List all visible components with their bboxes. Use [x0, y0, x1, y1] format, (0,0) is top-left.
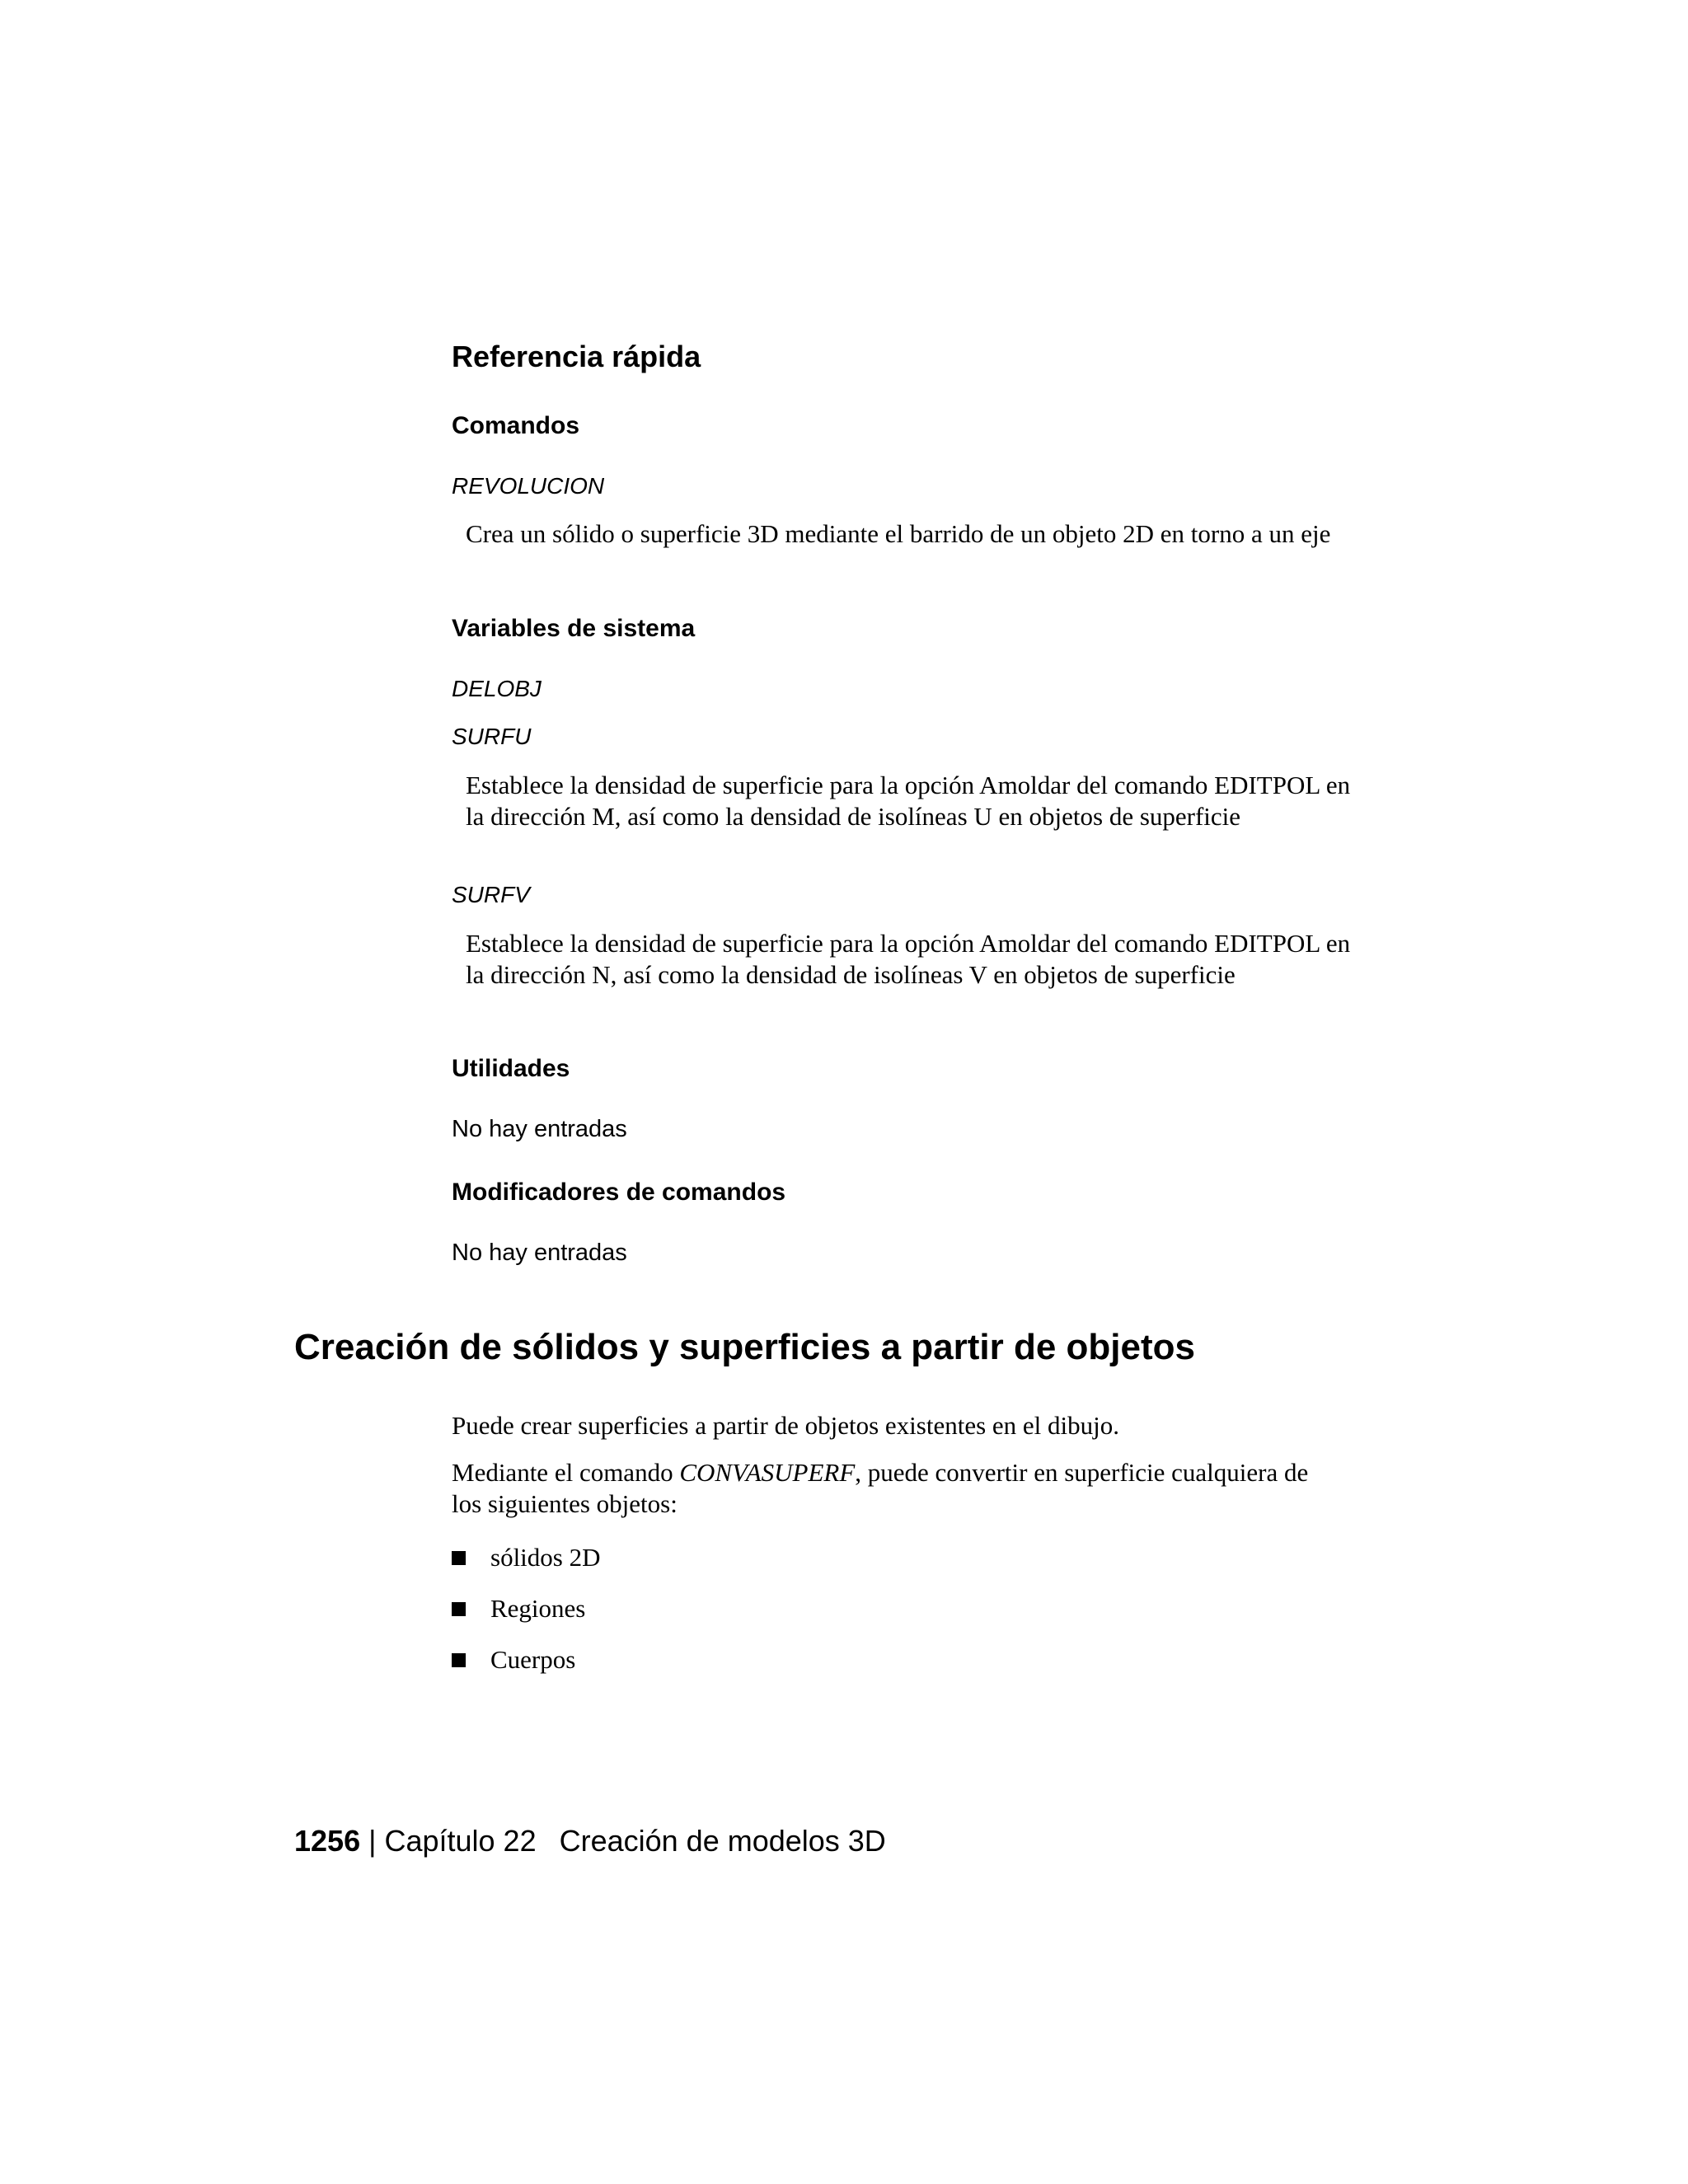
page-number: 1256 [294, 1824, 361, 1858]
command-desc-revolucion: Crea un sólido o superficie 3D mediante el barrido de un objeto 2D en torno a un eje [466, 519, 1331, 548]
section-paragraph-1: Puede crear superficies a partir de objetos existentes en el dibujo. [452, 1411, 1120, 1440]
para2-command: CONVASUPERF [679, 1458, 856, 1487]
footer-chapter: Capítulo 22 [384, 1824, 537, 1858]
modifiers-text: No hay entradas [452, 1240, 627, 1266]
bullet-square-icon [452, 1653, 466, 1667]
quick-ref-heading: Referencia rápida [452, 340, 701, 373]
sysvar-name-delobj: DELOBJ [452, 676, 542, 701]
para2-text-after: , puede convertir en superficie cualquiera de los siguientes objetos: [452, 1458, 1309, 1518]
bullet-text: Cuerpos [490, 1645, 576, 1674]
utilities-text: No hay entradas [452, 1116, 627, 1142]
commands-heading: Comandos [452, 412, 580, 439]
page-footer [294, 1824, 886, 1858]
sysvar-desc-surfu: Establece la densidad de superficie para la opción Amoldar del comando EDITPOL en la dirección M, así como la densidad de isolíneas U en objetos de superficie [466, 771, 1351, 831]
sysvar-desc-surfv: Establece la densidad de superficie para la opción Amoldar del comando EDITPOL en la dirección N, así como la densidad de isolíneas V en objetos de superficie [466, 929, 1351, 989]
para2-text-before: Mediante el comando [452, 1458, 680, 1487]
bullet-text: Regiones [490, 1594, 586, 1623]
bullet-square-icon [452, 1551, 466, 1565]
bullet-item [452, 1594, 585, 1624]
utilities-heading: Utilidades [452, 1055, 570, 1082]
sysvar-name-surfv: SURFV [452, 882, 530, 907]
footer-chapter-title: Creación de modelos 3D [559, 1824, 886, 1858]
system-vars-heading: Variables de sistema [452, 615, 696, 642]
sysvar-name-surfu: SURFU [452, 724, 532, 749]
bullet-item [452, 1543, 601, 1572]
bullet-square-icon [452, 1602, 466, 1616]
section-paragraph-2 [452, 1457, 1338, 1520]
modifiers-heading: Modificadores de comandos [452, 1179, 786, 1206]
section-heading: Creación de sólidos y superficies a partir de objetos [294, 1327, 1195, 1367]
command-name-revolucion: REVOLUCION [452, 473, 605, 499]
bullet-item [452, 1645, 575, 1675]
footer-separator: | [368, 1824, 377, 1858]
bullet-text: sólidos 2D [490, 1543, 601, 1572]
